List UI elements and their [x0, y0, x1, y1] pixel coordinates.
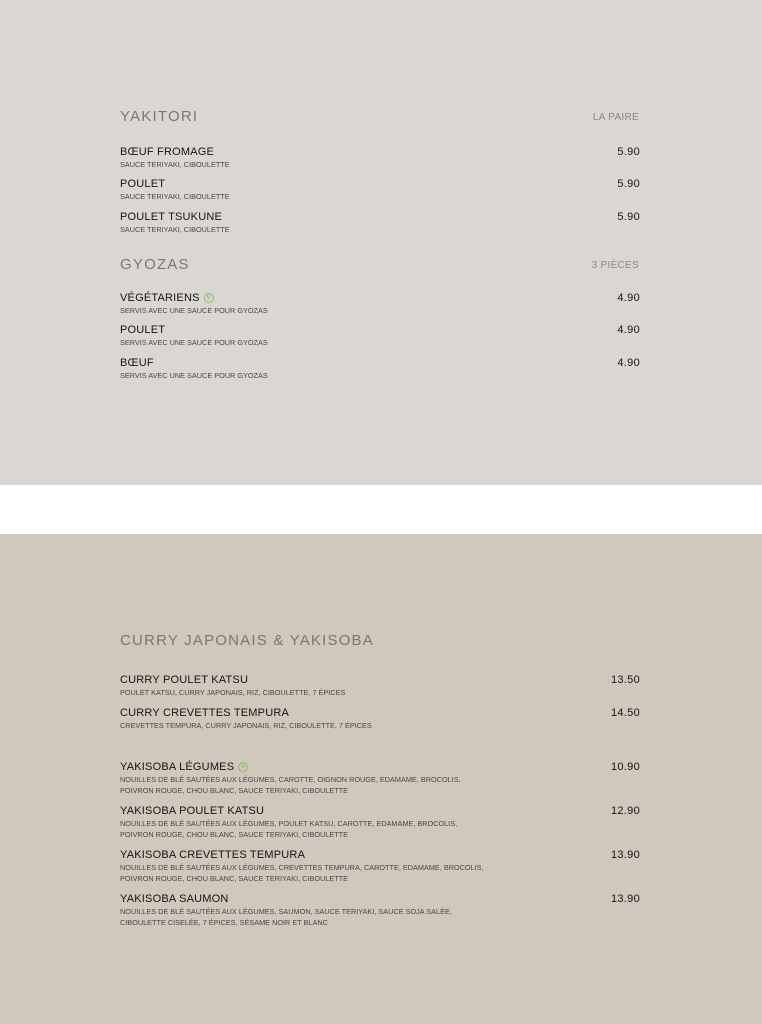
- menu-page-bottom: [0, 534, 762, 1024]
- item-description: NOUILLES DE BLÉ SAUTÉES AUX LÉGUMES, POULET KATSU, CAROTTE, EDAMAME, BROCOLIS,: [120, 819, 458, 828]
- section-title-curry-yakisoba: CURRY JAPONAIS & YAKISOBA: [120, 632, 374, 649]
- menu-item: [120, 707, 640, 731]
- item-description: SERVIS AVEC UNE SAUCE POUR GYOZAS: [120, 371, 268, 380]
- item-description: SAUCE TERIYAKI, CIBOULETTE: [120, 225, 230, 234]
- item-price: 4.90: [617, 357, 640, 369]
- item-name: BŒUF: [120, 357, 154, 369]
- item-price: 4.90: [617, 324, 640, 336]
- item-price: 13.90: [610, 849, 640, 861]
- item-description: NOUILLES DE BLÉ SAUTÉES AUX LÉGUMES, SAUMON, SAUCE TERIYAKI, SAUCE SOJA SALÉE,: [120, 907, 452, 916]
- item-name-row: [120, 761, 640, 774]
- menu-item: [120, 146, 640, 170]
- item-description: NOUILLES DE BLÉ SAUTÉES AUX LÉGUMES, CAROTTE, OIGNON ROUGE, EDAMAME, BROCOLIS,: [120, 775, 461, 784]
- item-description: POIVRON ROUGE, CHOU BLANC, SAUCE TERIYAKI, CIBOULETTE: [120, 786, 349, 795]
- menu-item: [120, 178, 640, 202]
- item-name: CURRY CREVETTES TEMPURA: [120, 707, 290, 719]
- section-unit-gyozas: 3 PIÈCES: [591, 260, 639, 271]
- vegetarian-v-icon: V: [204, 293, 214, 303]
- section-unit-yakitori: LA PAIRE: [592, 112, 639, 123]
- item-description: SERVIS AVEC UNE SAUCE POUR GYOZAS: [120, 338, 268, 347]
- menu-item: [120, 211, 640, 235]
- item-price: 4.90: [617, 292, 640, 304]
- menu-item: [120, 849, 640, 884]
- menu-item: [120, 324, 640, 348]
- menu-item: [120, 805, 640, 840]
- item-price: 12.90: [610, 805, 640, 817]
- item-name: YAKISOBA LÉGUMES: [120, 761, 235, 773]
- item-price: 13.50: [610, 674, 640, 686]
- item-description: CREVETTES TEMPURA, CURRY JAPONAIS, RIZ, CIBOULETTE, 7 ÉPICES: [120, 721, 372, 730]
- item-name: BŒUF FROMAGE: [120, 146, 215, 158]
- item-name: YAKISOBA POULET KATSU: [120, 805, 265, 817]
- item-description: SAUCE TERIYAKI, CIBOULETTE: [120, 160, 230, 169]
- item-description: CIBOULETTE CISELÉE, 7 ÉPICES, SÉSAME NOIR ET BLANC: [120, 918, 328, 927]
- menu-page-top: [0, 0, 762, 485]
- item-description: SERVIS AVEC UNE SAUCE POUR GYOZAS: [120, 306, 268, 315]
- section-title-gyozas: GYOZAS: [120, 256, 190, 273]
- item-name: POULET: [120, 178, 166, 190]
- item-price: 14.50: [610, 707, 640, 719]
- vegetarian-v-icon: V: [238, 762, 248, 772]
- item-name: CURRY POULET KATSU: [120, 674, 249, 686]
- section-title-yakitori: YAKITORI: [120, 108, 199, 125]
- item-name: POULET: [120, 324, 166, 336]
- item-description: POIVRON ROUGE, CHOU BLANC, SAUCE TERIYAKI, CIBOULETTE: [120, 830, 349, 839]
- item-name-row: [120, 292, 640, 305]
- menu-item: [120, 674, 640, 698]
- item-price: 10.90: [610, 761, 640, 773]
- item-description: POIVRON ROUGE, CHOU BLANC, SAUCE TERIYAKI, CIBOULETTE: [120, 874, 349, 883]
- item-name: VÉGÉTARIENS: [120, 292, 200, 304]
- item-price: 5.90: [617, 178, 640, 190]
- item-price: 5.90: [617, 146, 640, 158]
- item-name: YAKISOBA CREVETTES TEMPURA: [120, 849, 306, 861]
- item-description: POULET KATSU, CURRY JAPONAIS, RIZ, CIBOULETTE, 7 ÉPICES: [120, 688, 346, 697]
- menu-item: [120, 893, 640, 928]
- item-name: POULET TSUKUNE: [120, 211, 223, 223]
- item-name: YAKISOBA SAUMON: [120, 893, 229, 905]
- menu-item: [120, 357, 640, 381]
- item-price: 5.90: [617, 211, 640, 223]
- item-description: SAUCE TERIYAKI, CIBOULETTE: [120, 192, 230, 201]
- item-price: 13.90: [610, 893, 640, 905]
- menu-item: [120, 761, 640, 796]
- item-description: NOUILLES DE BLÉ SAUTÉES AUX LÉGUMES, CREVETTES TEMPURA, CAROTTE, EDAMAME, BROCOLIS,: [120, 863, 484, 872]
- menu-item: [120, 292, 640, 316]
